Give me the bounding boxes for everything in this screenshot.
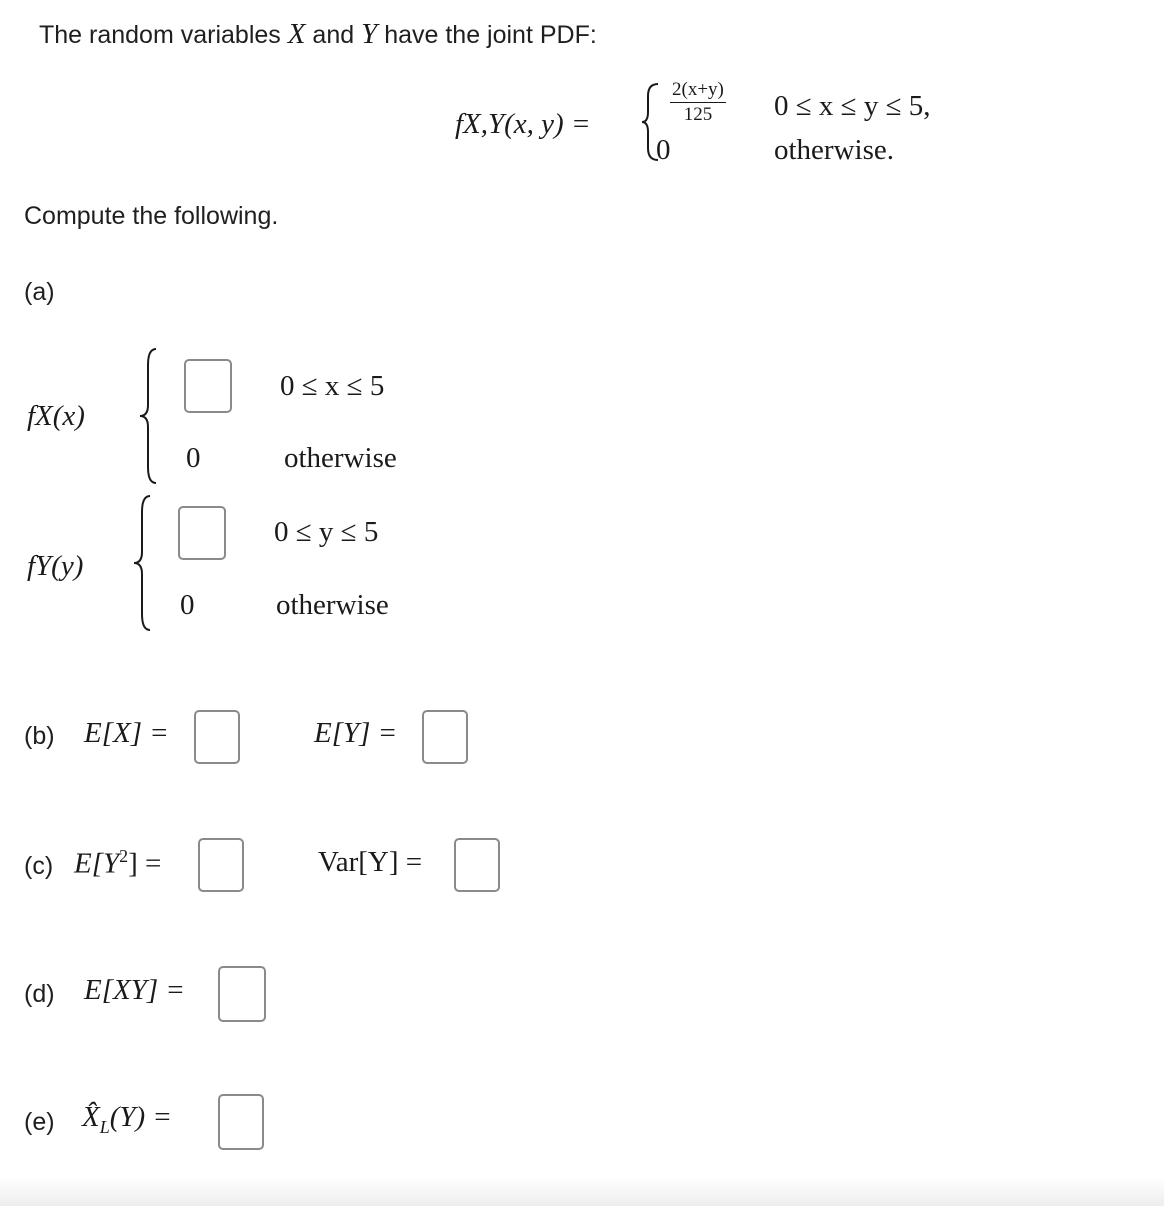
intro-text-and: and <box>312 21 355 49</box>
fx-case2-condition: otherwise <box>284 442 397 474</box>
joint-pdf-case2-value: 0 <box>656 134 671 166</box>
ex-answer-input[interactable] <box>194 710 240 764</box>
linear-estimator-expression <box>82 1101 172 1138</box>
ex-text: E[X] = <box>84 717 169 749</box>
part-d-label: (d) <box>24 980 55 1008</box>
part-b-label: (b) <box>24 722 55 750</box>
x-hat-subscript: L <box>99 1116 110 1137</box>
fraction-denominator: 125 <box>683 104 713 125</box>
fy-case2-condition: otherwise <box>276 589 389 621</box>
fx-brace-icon <box>138 347 160 485</box>
problem-statement <box>39 18 597 51</box>
ey2-answer-input[interactable] <box>198 838 244 892</box>
ey2-exponent: 2 <box>119 846 129 866</box>
x-hat-argument: (Y) = <box>109 1101 172 1133</box>
exy-answer-input[interactable] <box>218 966 266 1022</box>
var-y-answer-input[interactable] <box>454 838 500 892</box>
part-c-label: (c) <box>24 852 54 880</box>
variable-x: X <box>287 18 306 50</box>
page-bottom-edge <box>0 1176 1164 1206</box>
joint-pdf-case1-fraction <box>670 80 726 125</box>
fy-lhs: fY(y) <box>27 550 84 582</box>
fy-case2-value: 0 <box>180 589 195 621</box>
variable-y: Y <box>361 18 378 50</box>
linear-estimator-answer-input[interactable] <box>218 1094 264 1150</box>
ey2-base: E[Y <box>74 847 120 880</box>
joint-pdf-lhs: fX,Y(x, y) = <box>455 108 591 140</box>
intro-text-start: The random variables <box>39 21 281 49</box>
exy-expression: E[XY] = <box>84 974 185 1006</box>
ex-expression <box>84 717 169 750</box>
ey2-expression <box>74 846 161 881</box>
ey-text: E[Y] = <box>314 717 398 749</box>
fx-case2-value: 0 <box>186 442 201 474</box>
ey2-end: ] = <box>128 847 162 880</box>
ey-expression <box>314 717 397 750</box>
fy-brace-icon <box>132 494 154 632</box>
fy-case1-condition: 0 ≤ y ≤ 5 <box>274 516 379 548</box>
joint-pdf-case2-condition: otherwise. <box>774 134 894 166</box>
ey-answer-input[interactable] <box>422 710 468 764</box>
var-y-expression: Var[Y] = <box>318 846 423 878</box>
fx-lhs: fX(x) <box>27 400 85 432</box>
fy-answer-input[interactable] <box>178 506 226 560</box>
part-e-label: (e) <box>24 1108 55 1136</box>
joint-pdf-case1-condition: 0 ≤ x ≤ y ≤ 5, <box>774 90 931 122</box>
fx-case1-condition: 0 ≤ x ≤ 5 <box>280 370 385 402</box>
intro-text-end: have the joint PDF: <box>384 21 597 49</box>
compute-instruction: Compute the following. <box>24 202 279 230</box>
fraction-numerator: 2(x+y) <box>672 79 724 100</box>
x-hat-symbol: X̂ <box>82 1101 100 1133</box>
fx-answer-input[interactable] <box>184 359 232 413</box>
part-a-label: (a) <box>24 278 55 306</box>
